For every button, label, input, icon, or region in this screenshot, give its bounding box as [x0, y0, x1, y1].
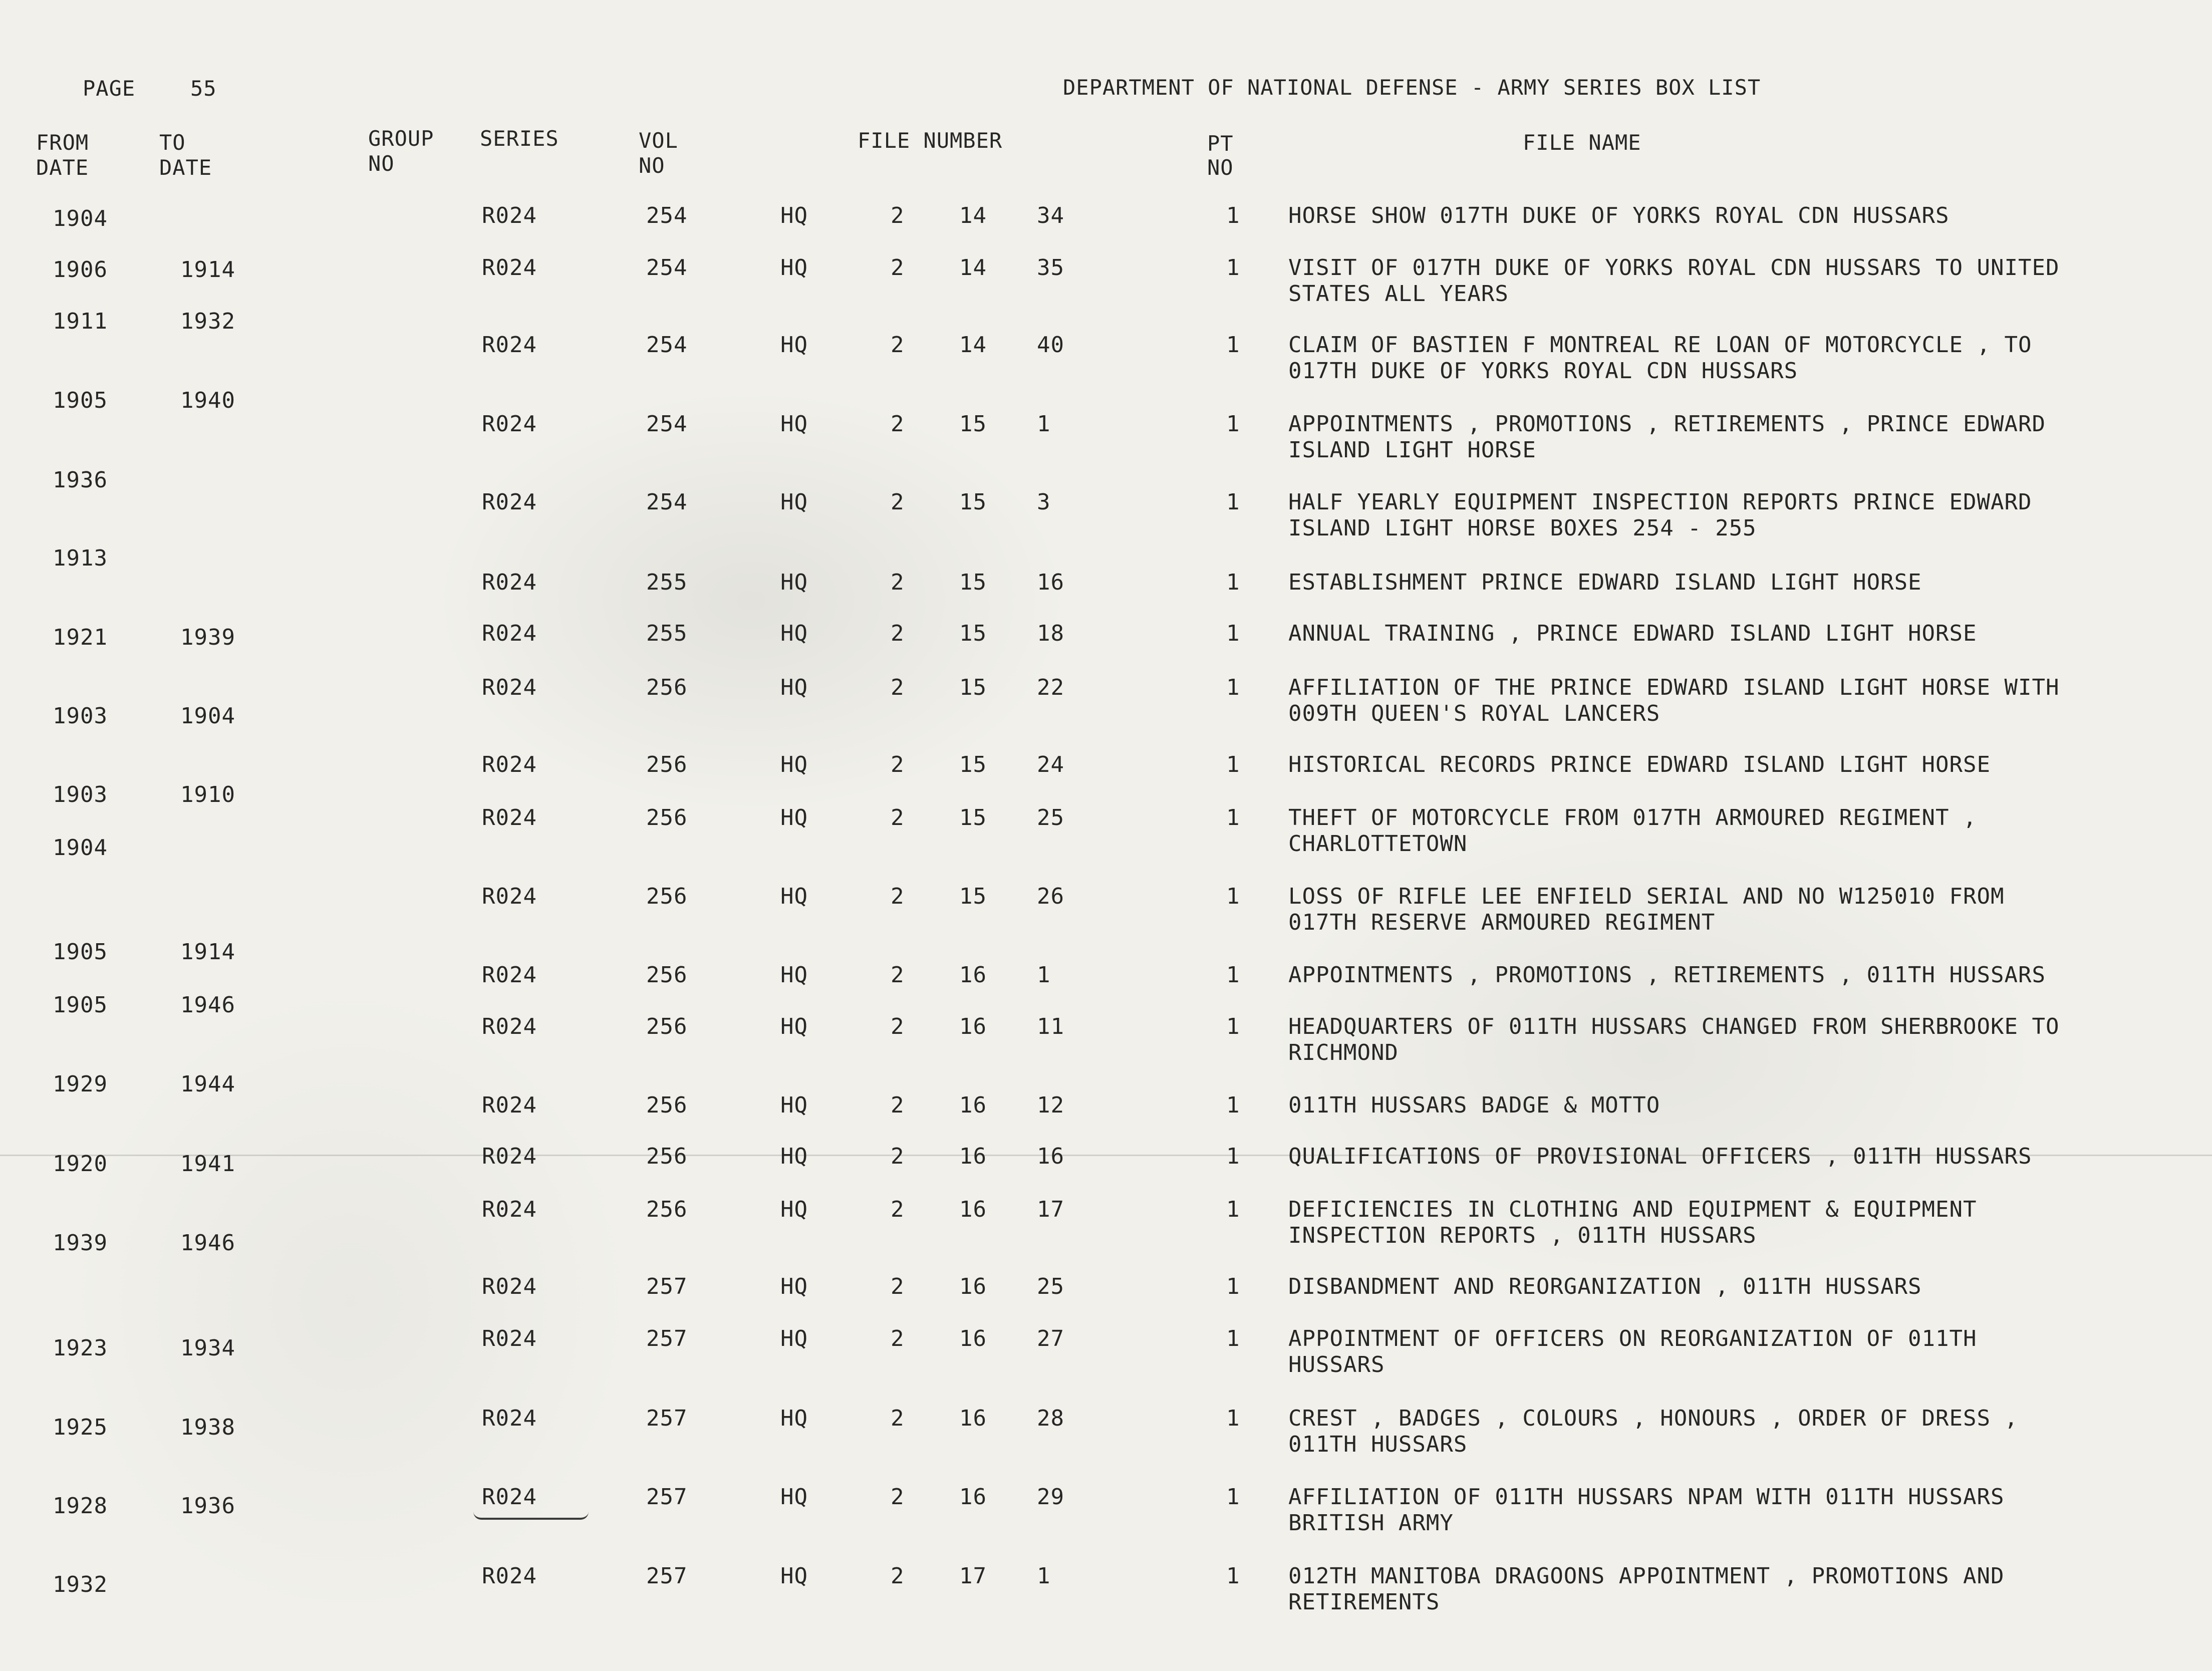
col-vol-no-line1: VOL	[639, 128, 678, 153]
file-number-primary: 2	[891, 1092, 905, 1118]
from-date: 1921	[53, 625, 108, 650]
pt-no-cell: 1	[1226, 1274, 1240, 1299]
series-cell: R024	[482, 1326, 537, 1351]
series-cell: R024	[482, 805, 537, 830]
file-number-tertiary: 40	[1037, 332, 1064, 358]
series-cell: R024	[482, 570, 537, 595]
file-name-line: CREST , BADGES , COLOURS , HONOURS , ORDER OF DRESS ,	[1288, 1406, 2018, 1431]
file-number-tertiary: 34	[1037, 203, 1064, 228]
pt-no-cell: 1	[1226, 962, 1240, 988]
file-name-line: HEADQUARTERS OF 011TH HUSSARS CHANGED FROM SHERBROOKE TO	[1288, 1014, 2060, 1039]
file-name-line: ISLAND LIGHT HORSE	[1288, 437, 1536, 463]
col-group-no-line2: NO	[368, 151, 395, 176]
file-name-line: BRITISH ARMY	[1288, 1510, 1454, 1536]
file-location-cell: HQ	[780, 1406, 808, 1431]
file-number-secondary: 14	[959, 332, 987, 358]
file-number-primary: 2	[891, 489, 905, 515]
col-file-number: FILE NUMBER	[858, 128, 1003, 153]
col-pt-no-line2: NO	[1207, 155, 1234, 180]
from-date: 1932	[53, 1572, 108, 1597]
series-cell: R024	[482, 1014, 537, 1039]
file-name-line: RETIREMENTS	[1288, 1589, 1440, 1615]
series-cell: R024	[482, 1274, 537, 1299]
file-name-line: AFFILIATION OF 011TH HUSSARS NPAM WITH 011TH HUSSARS	[1288, 1484, 2005, 1510]
file-location-cell: HQ	[780, 1484, 808, 1510]
vol-no-cell: 256	[646, 752, 688, 777]
page-label: PAGE	[83, 76, 136, 101]
file-location-cell: HQ	[780, 805, 808, 830]
series-cell: R024	[482, 411, 537, 437]
file-name-line: INSPECTION REPORTS , 011TH HUSSARS	[1288, 1223, 1757, 1248]
file-number-primary: 2	[891, 1406, 905, 1431]
from-date: 1913	[53, 545, 108, 571]
vol-no-cell: 256	[646, 1144, 688, 1169]
file-number-primary: 2	[891, 962, 905, 988]
file-number-secondary: 15	[959, 675, 987, 700]
vol-no-cell: 255	[646, 570, 688, 595]
pt-no-cell: 1	[1226, 1014, 1240, 1039]
series-cell: R024	[482, 1406, 537, 1431]
file-name-line: APPOINTMENTS , PROMOTIONS , RETIREMENTS , 011TH HUSSARS	[1288, 962, 2046, 988]
series-cell: R024	[482, 255, 537, 281]
file-number-primary: 2	[891, 1144, 905, 1169]
vol-no-cell: 256	[646, 1092, 688, 1118]
file-number-secondary: 14	[959, 203, 987, 228]
pt-no-cell: 1	[1226, 1197, 1240, 1222]
file-number-secondary: 15	[959, 570, 987, 595]
file-location-cell: HQ	[780, 1274, 808, 1299]
pt-no-cell: 1	[1226, 805, 1240, 830]
file-number-secondary: 16	[959, 1144, 987, 1169]
file-number-tertiary: 25	[1037, 805, 1064, 830]
file-number-primary: 2	[891, 411, 905, 437]
pt-no-cell: 1	[1226, 675, 1240, 700]
col-from-date-line1: FROM	[36, 130, 89, 155]
pt-no-cell: 1	[1226, 752, 1240, 777]
file-location-cell: HQ	[780, 621, 808, 646]
file-number-tertiary: 12	[1037, 1092, 1064, 1118]
file-location-cell: HQ	[780, 1144, 808, 1169]
file-number-secondary: 16	[959, 1197, 987, 1222]
file-number-secondary: 15	[959, 411, 987, 437]
file-number-primary: 2	[891, 203, 905, 228]
file-name-line: LOSS OF RIFLE LEE ENFIELD SERIAL AND NO W125010 FROM	[1288, 884, 2005, 909]
col-to-date-line2: DATE	[159, 155, 212, 180]
file-name-line: APPOINTMENT OF OFFICERS ON REORGANIZATION OF 011TH	[1288, 1326, 1977, 1351]
file-number-secondary: 17	[959, 1563, 987, 1589]
series-cell: R024	[482, 489, 537, 515]
series-cell: R024	[482, 675, 537, 700]
file-number-primary: 2	[891, 805, 905, 830]
file-name-line: ANNUAL TRAINING , PRINCE EDWARD ISLAND LIGHT HORSE	[1288, 621, 1977, 646]
vol-no-cell: 256	[646, 962, 688, 988]
file-number-secondary: 16	[959, 1406, 987, 1431]
from-date: 1903	[53, 703, 108, 729]
series-cell: R024	[482, 962, 537, 988]
file-location-cell: HQ	[780, 255, 808, 281]
file-location-cell: HQ	[780, 489, 808, 515]
pt-no-cell: 1	[1226, 1484, 1240, 1510]
pt-no-cell: 1	[1226, 1144, 1240, 1169]
file-number-tertiary: 24	[1037, 752, 1064, 777]
file-number-secondary: 15	[959, 752, 987, 777]
pt-no-cell: 1	[1226, 332, 1240, 358]
vol-no-cell: 256	[646, 1014, 688, 1039]
file-name-line: APPOINTMENTS , PROMOTIONS , RETIREMENTS , PRINCE EDWARD	[1288, 411, 2046, 437]
vol-no-cell: 256	[646, 675, 688, 700]
vol-no-cell: 256	[646, 805, 688, 830]
file-number-secondary: 16	[959, 1274, 987, 1299]
to-date: 1904	[180, 703, 235, 729]
pt-no-cell: 1	[1226, 884, 1240, 909]
file-number-primary: 2	[891, 621, 905, 646]
to-date: 1936	[180, 1493, 235, 1519]
series-cell: R024	[482, 1563, 537, 1589]
file-name-line: DISBANDMENT AND REORGANIZATION , 011TH HUSSARS	[1288, 1274, 1922, 1299]
pt-no-cell: 1	[1226, 570, 1240, 595]
from-date: 1925	[53, 1415, 108, 1440]
vol-no-cell: 257	[646, 1563, 688, 1589]
file-name-line: HORSE SHOW 017TH DUKE OF YORKS ROYAL CDN HUSSARS	[1288, 203, 1950, 228]
pt-no-cell: 1	[1226, 1092, 1240, 1118]
file-number-secondary: 15	[959, 884, 987, 909]
file-number-tertiary: 35	[1037, 255, 1064, 281]
series-cell: R024	[482, 332, 537, 358]
pt-no-cell: 1	[1226, 1563, 1240, 1589]
col-file-name: FILE NAME	[1523, 130, 1641, 155]
file-number-secondary: 14	[959, 255, 987, 281]
to-date: 1910	[180, 782, 235, 807]
from-date: 1905	[53, 992, 108, 1018]
file-number-secondary: 16	[959, 1484, 987, 1510]
file-number-secondary: 16	[959, 962, 987, 988]
file-name-line: HUSSARS	[1288, 1352, 1385, 1377]
file-number-secondary: 16	[959, 1014, 987, 1039]
from-date: 1905	[53, 939, 108, 965]
to-date: 1934	[180, 1335, 235, 1361]
from-date: 1906	[53, 257, 108, 283]
file-number-secondary: 16	[959, 1326, 987, 1351]
vol-no-cell: 257	[646, 1484, 688, 1510]
file-number-primary: 2	[891, 255, 905, 281]
file-number-tertiary: 17	[1037, 1197, 1064, 1222]
from-date: 1905	[53, 388, 108, 413]
col-from-date-line2: DATE	[36, 155, 89, 180]
file-name-line: CLAIM OF BASTIEN F MONTREAL RE LOAN OF MOTORCYCLE , TO	[1288, 332, 2032, 358]
pt-no-cell: 1	[1226, 621, 1240, 646]
vol-no-cell: 257	[646, 1406, 688, 1431]
file-number-primary: 2	[891, 1014, 905, 1039]
page-number: 55	[190, 76, 217, 101]
col-to-date-line1: TO	[159, 130, 186, 155]
series-cell: R024	[482, 1484, 537, 1510]
col-pt-no-line1: PT	[1207, 131, 1234, 156]
col-group-no-line1: GROUP	[368, 126, 434, 151]
vol-no-cell: 254	[646, 489, 688, 515]
file-name-line: QUALIFICATIONS OF PROVISIONAL OFFICERS , 011TH HUSSARS	[1288, 1144, 2032, 1169]
file-location-cell: HQ	[780, 1197, 808, 1222]
file-name-line: 012TH MANITOBA DRAGOONS APPOINTMENT , PROMOTIONS AND	[1288, 1563, 2005, 1589]
file-number-tertiary: 26	[1037, 884, 1064, 909]
document-title: DEPARTMENT OF NATIONAL DEFENSE - ARMY SERIES BOX LIST	[1063, 75, 1761, 100]
file-number-tertiary: 16	[1037, 1144, 1064, 1169]
from-date: 1936	[53, 467, 108, 493]
file-number-primary: 2	[891, 1563, 905, 1589]
file-location-cell: HQ	[780, 1326, 808, 1351]
to-date: 1946	[180, 992, 235, 1018]
from-date: 1903	[53, 782, 108, 807]
file-number-primary: 2	[891, 570, 905, 595]
file-location-cell: HQ	[780, 752, 808, 777]
file-name-line: RICHMOND	[1288, 1040, 1399, 1065]
file-name-line: AFFILIATION OF THE PRINCE EDWARD ISLAND LIGHT HORSE WITH	[1288, 675, 2060, 700]
pt-no-cell: 1	[1226, 411, 1240, 437]
series-cell: R024	[482, 1197, 537, 1222]
file-number-primary: 2	[891, 675, 905, 700]
series-cell: R024	[482, 752, 537, 777]
file-name-line: STATES ALL YEARS	[1288, 281, 1509, 307]
to-date: 1938	[180, 1415, 235, 1440]
file-number-primary: 2	[891, 1274, 905, 1299]
file-name-line: ISLAND LIGHT HORSE BOXES 254 - 255	[1288, 515, 1757, 541]
file-name-line: HISTORICAL RECORDS PRINCE EDWARD ISLAND LIGHT HORSE	[1288, 752, 1991, 777]
col-vol-no-line2: NO	[639, 153, 665, 178]
col-series: SERIES	[480, 126, 559, 151]
vol-no-cell: 254	[646, 203, 688, 228]
to-date: 1914	[180, 257, 235, 283]
file-name-line: VISIT OF 017TH DUKE OF YORKS ROYAL CDN HUSSARS TO UNITED	[1288, 255, 2060, 281]
file-location-cell: HQ	[780, 1014, 808, 1039]
pt-no-cell: 1	[1226, 255, 1240, 281]
file-number-tertiary: 27	[1037, 1326, 1064, 1351]
to-date: 1944	[180, 1071, 235, 1097]
file-number-tertiary: 25	[1037, 1274, 1064, 1299]
file-number-tertiary: 16	[1037, 570, 1064, 595]
to-date: 1932	[180, 309, 235, 334]
from-date: 1904	[53, 206, 108, 231]
file-name-line: 011TH HUSSARS	[1288, 1432, 1468, 1457]
series-cell: R024	[482, 1092, 537, 1118]
file-number-secondary: 15	[959, 805, 987, 830]
from-date: 1923	[53, 1335, 108, 1361]
vol-no-cell: 254	[646, 332, 688, 358]
to-date: 1914	[180, 939, 235, 965]
file-number-secondary: 15	[959, 489, 987, 515]
file-number-tertiary: 18	[1037, 621, 1064, 646]
file-location-cell: HQ	[780, 570, 808, 595]
vol-no-cell: 256	[646, 884, 688, 909]
vol-no-cell: 254	[646, 411, 688, 437]
file-number-tertiary: 1	[1037, 962, 1051, 988]
pt-no-cell: 1	[1226, 203, 1240, 228]
file-location-cell: HQ	[780, 1563, 808, 1589]
file-number-primary: 2	[891, 884, 905, 909]
series-cell: R024	[482, 884, 537, 909]
series-cell: R024	[482, 203, 537, 228]
file-number-tertiary: 1	[1037, 411, 1051, 437]
file-number-secondary: 16	[959, 1092, 987, 1118]
file-number-tertiary: 28	[1037, 1406, 1064, 1431]
vol-no-cell: 257	[646, 1326, 688, 1351]
file-number-tertiary: 22	[1037, 675, 1064, 700]
vol-no-cell: 256	[646, 1197, 688, 1222]
file-number-primary: 2	[891, 1326, 905, 1351]
from-date: 1929	[53, 1071, 108, 1097]
file-name-line: 017TH RESERVE ARMOURED REGIMENT	[1288, 910, 1716, 935]
file-location-cell: HQ	[780, 1092, 808, 1118]
to-date: 1939	[180, 625, 235, 650]
file-location-cell: HQ	[780, 203, 808, 228]
file-number-tertiary: 11	[1037, 1014, 1064, 1039]
file-location-cell: HQ	[780, 962, 808, 988]
file-number-tertiary: 3	[1037, 489, 1051, 515]
file-name-line: THEFT OF MOTORCYCLE FROM 017TH ARMOURED REGIMENT ,	[1288, 805, 1977, 830]
file-number-primary: 2	[891, 332, 905, 358]
file-name-line: DEFICIENCIES IN CLOTHING AND EQUIPMENT & EQUIPMENT	[1288, 1197, 1977, 1222]
file-location-cell: HQ	[780, 884, 808, 909]
to-date: 1940	[180, 388, 235, 413]
file-location-cell: HQ	[780, 411, 808, 437]
from-date: 1920	[53, 1151, 108, 1177]
series-cell: R024	[482, 621, 537, 646]
pt-no-cell: 1	[1226, 489, 1240, 515]
to-date: 1946	[180, 1230, 235, 1256]
file-number-tertiary: 1	[1037, 1563, 1051, 1589]
file-name-line: 017TH DUKE OF YORKS ROYAL CDN HUSSARS	[1288, 358, 1798, 384]
pt-no-cell: 1	[1226, 1406, 1240, 1431]
file-number-primary: 2	[891, 1197, 905, 1222]
from-date: 1911	[53, 309, 108, 334]
vol-no-cell: 257	[646, 1274, 688, 1299]
pt-no-cell: 1	[1226, 1326, 1240, 1351]
file-name-line: CHARLOTTETOWN	[1288, 831, 1468, 857]
to-date: 1941	[180, 1151, 235, 1177]
vol-no-cell: 254	[646, 255, 688, 281]
file-name-line: 011TH HUSSARS BADGE & MOTTO	[1288, 1092, 1661, 1118]
vol-no-cell: 255	[646, 621, 688, 646]
from-date: 1939	[53, 1230, 108, 1256]
series-cell: R024	[482, 1144, 537, 1169]
file-location-cell: HQ	[780, 675, 808, 700]
file-number-primary: 2	[891, 752, 905, 777]
handwritten-underline	[473, 1512, 589, 1520]
from-date: 1928	[53, 1493, 108, 1519]
file-location-cell: HQ	[780, 332, 808, 358]
file-name-line: 009TH QUEEN'S ROYAL LANCERS	[1288, 701, 1661, 726]
file-name-line: HALF YEARLY EQUIPMENT INSPECTION REPORTS PRINCE EDWARD	[1288, 489, 2032, 515]
file-number-primary: 2	[891, 1484, 905, 1510]
from-date: 1904	[53, 835, 108, 861]
file-number-tertiary: 29	[1037, 1484, 1064, 1510]
file-number-secondary: 15	[959, 621, 987, 646]
file-name-line: ESTABLISHMENT PRINCE EDWARD ISLAND LIGHT HORSE	[1288, 570, 1922, 595]
